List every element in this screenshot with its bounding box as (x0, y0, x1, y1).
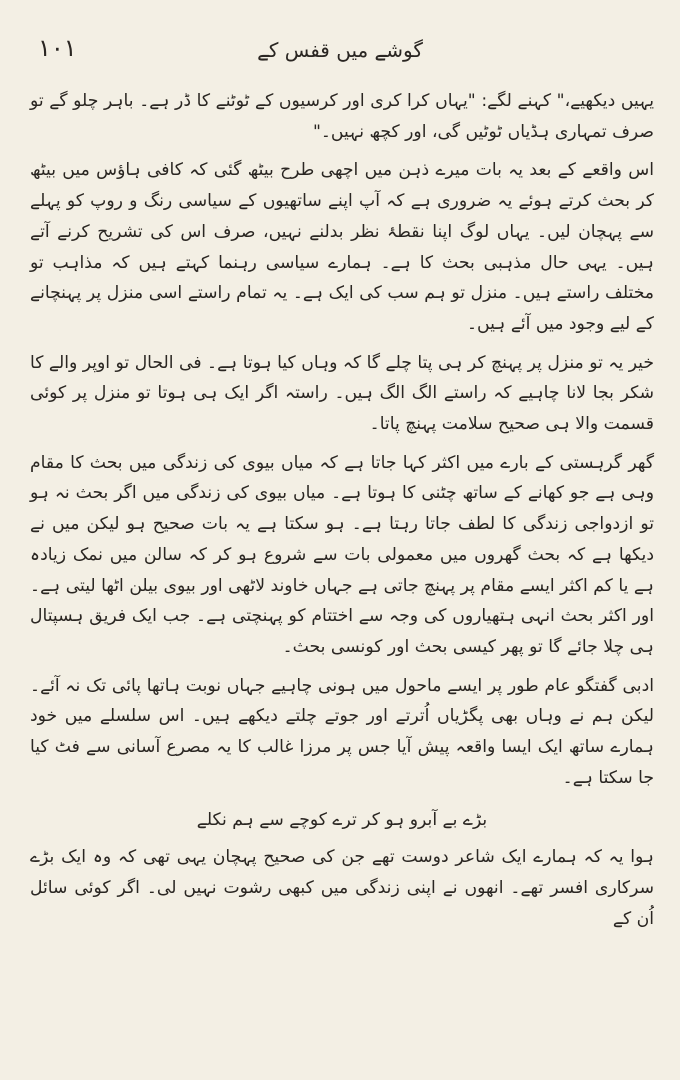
paragraph: ہوا یہ کہ ہمارے ایک شاعر دوست تھے جن کی صحیح پہچان یہی تھی کہ وہ ایک بڑے سرکاری افسر تھے۔ انھوں نے اپنی زندگی میں کبھی رشوت نہیں لی۔ اگر کوئی سائل اُن کے (30, 847, 654, 929)
paragraph: ادبی گفتگو عام طور پر ایسے ماحول میں ہونی چاہیے جہاں نوبت ہاتھا پائی تک نہ آئے۔ لیکن ہم نے وہاں بھی پگڑیاں اُترتے اور جوتے چلتے دیکھے ہیں۔ اس سلسلے میں خود ہمارے ساتھ ایک ایسا واقعہ پیش آیا جس پر مرزا غالب کا یہ مصرع آسانی سے فٹ کیا جا سکتا ہے۔ (30, 675, 654, 788)
paragraph: یہیں دیکھیے،" کہنے لگے: "یہاں کرا کری اور کرسیوں کے ٹوٹنے کا ڈر ہے۔ باہر چلو گے تو صرف تمہاری ہڈیاں ٹوٹیں گی، اور کچھ نہیں۔" (30, 91, 654, 142)
page-number: ۱۰۱ (38, 34, 77, 62)
paragraph: گھر گرہستی کے بارے میں اکثر کہا جاتا ہے کہ میاں بیوی کی زندگی میں بحث کا مقام وہی ہے جو کھانے کے ساتھ چٹنی کا ہوتا ہے۔ میاں بیوی کی زندگی میں اگر بحث نہ ہو تو ازدواجی زندگی کا لطف جاتا رہتا ہے۔ ہو سکتا ہے یہ بات صحیح ہو لیکن میں نے دیکھا ہے کہ بحث گھروں میں معمولی بات سے شروع ہو کر کہ سالن میں نمک زیادہ ہے یا کم اکثر ایسے مقام پر پہنچ جاتی ہے جہاں خاوند لاٹھی اور بیوی بیلن اٹھا لیتی ہے۔ اور اکثر بحث انہی ہتھیاروں کی وجہ سے اختتام کو پہنچتی ہے۔ جب ایک فریق ہسپتال ہی چلا جائے گا تو پھر کیسی بحث اور کونسی بحث۔ (30, 452, 654, 657)
paragraph: خیر یہ تو منزل پر پہنچ کر ہی پتا چلے گا کہ وہاں کیا ہوتا ہے۔ فی الحال تو اوپر والے کا شکر بجا لانا چاہیے کہ راستے الگ الگ ہیں۔ راستہ اگر ایک ہی ہوتا تو منزل پر کوئی قسمت والا ہی صحیح سلامت پہنچ پاتا۔ (30, 352, 654, 435)
body-text (30, 86, 654, 942)
running-title: گوشے میں قفس کے (257, 38, 423, 62)
ghalib-couplet: بڑے بے آبرو ہو کر ترے کوچے سے ہم نکلے (196, 810, 488, 831)
paragraph: اس واقعے کے بعد یہ بات میرے ذہن میں اچھی طرح بیٹھ گئی کہ کافی ہاؤس میں بیٹھ کر بحث کرتے ہوئے یہ ضروری ہے کہ آپ اپنے ساتھیوں کے سیاسی رنگ و روپ کو پہلے سے پہچان لیں۔ یہاں لوگ اپنا نقطۂ نظر بدلنے نہیں، صرف اس کی تشریح کرنے آتے ہیں۔ یہی حال مذہبی بحث کا ہے۔ ہمارے سیاسی رہنما کہتے ہیں کہ مذاہب تو مختلف راستے ہیں۔ منزل تو ہم سب کی ایک ہے۔ یہ تمام راستے اسی منزل پر پہنچانے کے لیے وجود میں آئے ہیں۔ (30, 160, 654, 334)
